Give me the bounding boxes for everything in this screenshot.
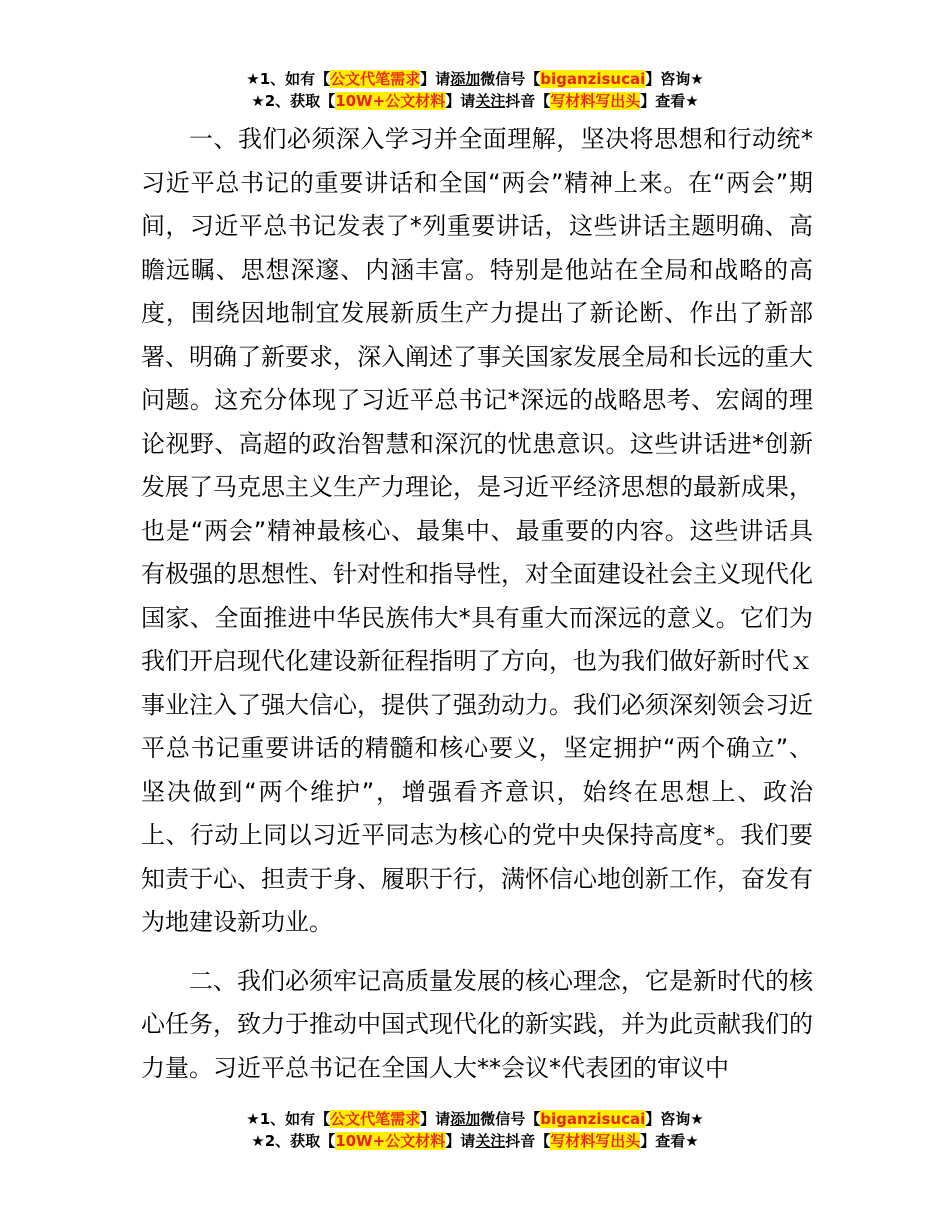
paragraph-2: 二、我们必须牢记高质量发展的核心理念，它是新时代的核心任务，致力于推动中国式现代化的新实践，并为此贡献我们的力量。习近平总书记在全国人大**会议*代表团的审议中 (141, 966, 813, 1082)
banner-text: 微信号【 (480, 70, 541, 88)
banner-text: ★1、如有【 (246, 70, 331, 88)
highlight-service: 公文代笔需求 (330, 1110, 421, 1128)
banner-text: 】请 (420, 70, 451, 88)
banner-text: 】咨询★ (645, 1110, 704, 1128)
underlined-text: 关注 (475, 1132, 506, 1150)
banner-text: 微信号【 (480, 1110, 541, 1128)
banner-text: 抖音【 (505, 92, 551, 110)
banner-line-1 (0, 1108, 950, 1130)
highlight-service: 公文代笔需求 (330, 70, 421, 88)
underlined-text: 添加 (450, 70, 481, 88)
banner-line-2 (0, 1130, 950, 1152)
banner-text: 抖音【 (505, 1132, 551, 1150)
banner-text: 】查看★ (640, 92, 699, 110)
highlight-douyin: 写材料写出头 (550, 92, 641, 110)
banner-text: ★2、获取【 (251, 1132, 336, 1150)
paragraph-1: 一、我们必须深入学习并全面理解，坚决将思想和行动统*习近平总书记的重要讲话和全国“两会”精神上来。在“两会”期间，习近平总书记发表了*列重要讲话，这些讲话主题明确、高瞻远瞩、思想深邃、内涵丰富。特别是他站在全局和战略的高度，围绕因地制宜发展新质生产力提出了新论断、作出了新部署、明确了新要求，深入阐述了事关国家发展全局和长远的重大问题。这充分体现了习近平总书记*深远的战略思考、宏阔的理论视野、高超的政治智慧和深沉的忧患意识。这些讲话进*创新发展了马克思主义生产力理论，是习近平经济思想的最新成果，也是“两会”精神最核心、最集中、最重要的内容。这些讲话具有极强的思想性、针对性和指导性，对全面建设社会主义现代化国家、全面推进中华民族伟大*具有重大而深远的意义。它们为我们开启现代化建设新征程指明了方向，也为我们做好新时代ｘ事业注入了强大信心，提供了强劲动力。我们必须深刻领会习近平总书记重要讲话的精髓和核心要义，坚定拥护“两个确立”、坚决做到“两个维护”，增强看齐意识，始终在思想上、政治上、行动上同以习近平同志为核心的党中央保持高度*。我们要知责于心、担责于身、履职于行，满怀信心地创新工作，奋发有为地建设新功业。 (141, 125, 813, 936)
banner-text: 】请 (420, 1110, 451, 1128)
highlight-materials: 10W+公文材料 (335, 92, 446, 110)
highlight-wechat-id: biganzisucai (540, 1110, 646, 1128)
banner-text: 】咨询★ (645, 70, 704, 88)
underlined-text: 关注 (475, 92, 506, 110)
banner-text: 】请 (445, 92, 476, 110)
banner-text: ★1、如有【 (246, 1110, 331, 1128)
highlight-wechat-id: biganzisucai (540, 70, 646, 88)
banner-text: 】请 (445, 1132, 476, 1150)
footer-banner (0, 1108, 950, 1152)
banner-text: 】查看★ (640, 1132, 699, 1150)
highlight-materials: 10W+公文材料 (335, 1132, 446, 1150)
banner-text: ★2、获取【 (251, 92, 336, 110)
banner-line-1 (0, 68, 950, 90)
document-body (141, 118, 813, 1090)
underlined-text: 添加 (450, 1110, 481, 1128)
highlight-douyin: 写材料写出头 (550, 1132, 641, 1150)
banner-line-2 (0, 90, 950, 112)
header-banner (0, 68, 950, 112)
